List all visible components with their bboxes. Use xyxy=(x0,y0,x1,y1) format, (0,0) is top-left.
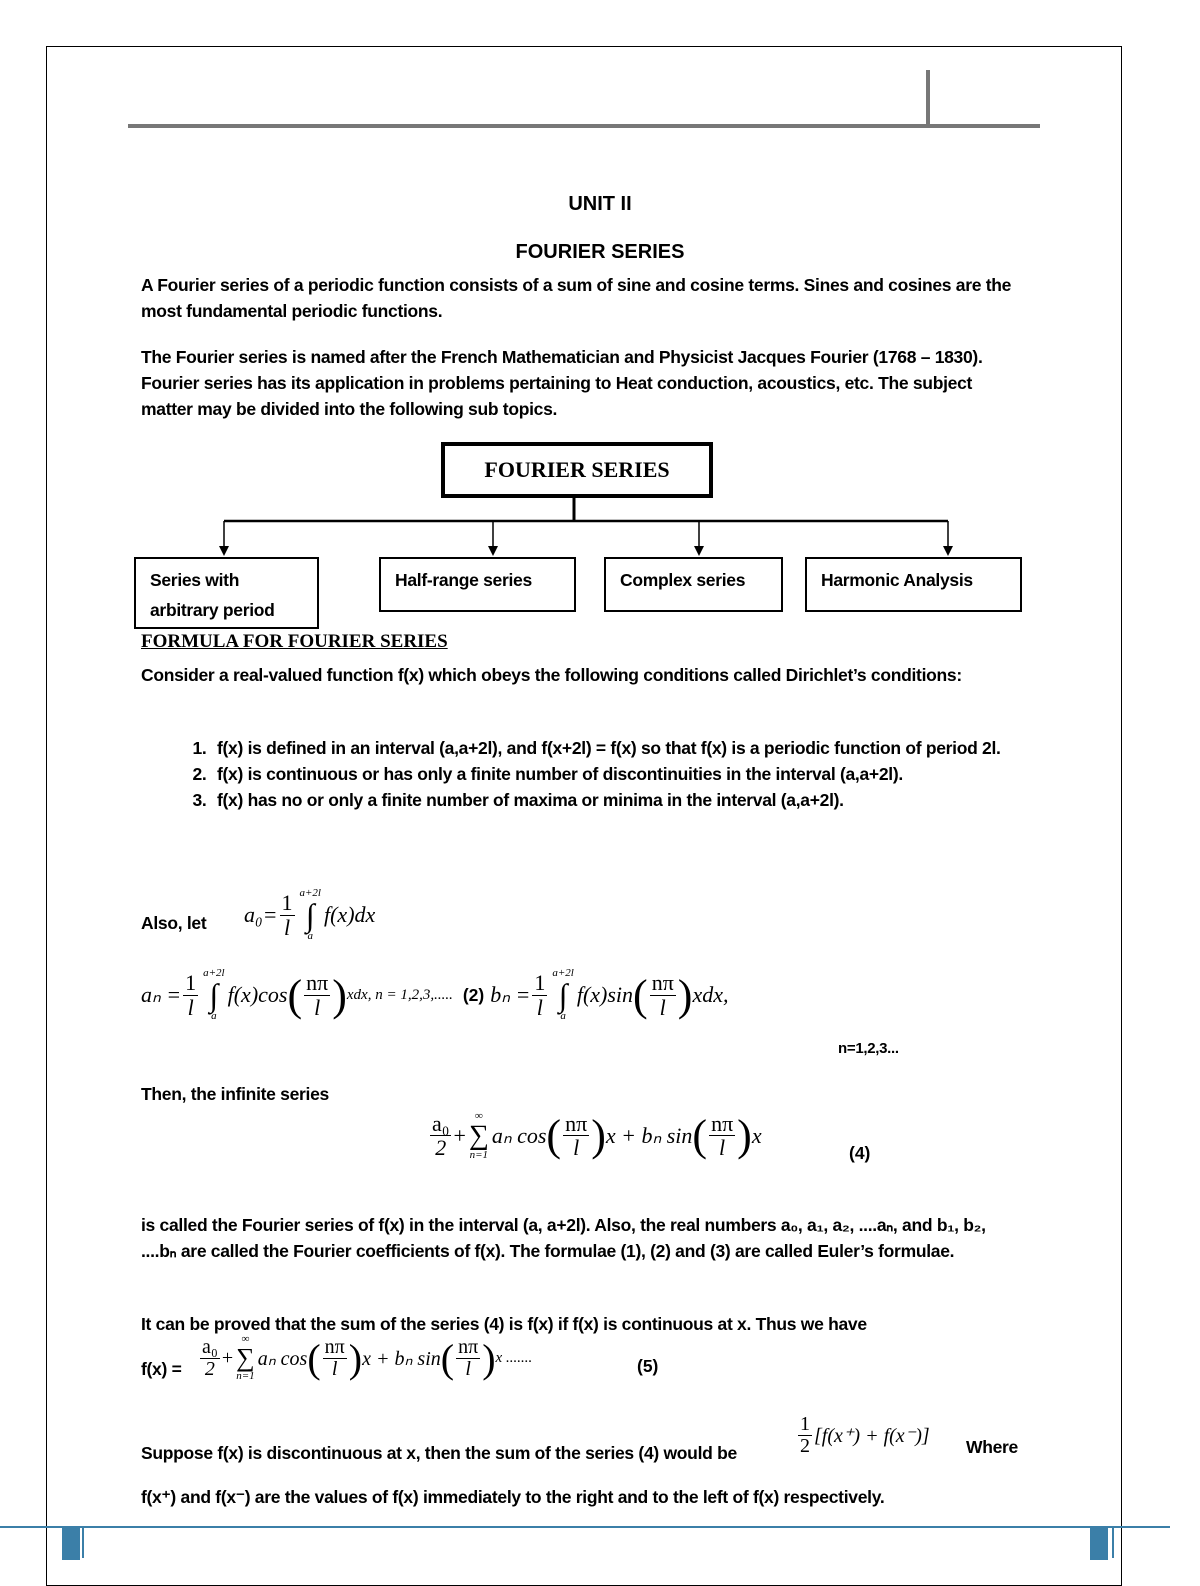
frac-num: nπ xyxy=(458,1335,479,1358)
fraction-1-over-l xyxy=(280,891,295,938)
dirichlet-conditions xyxy=(141,735,1081,813)
frac-num: 1 xyxy=(534,970,546,996)
integral-sign: a+2l ∫ a xyxy=(203,967,225,1022)
a0-integrand: f(x)dx xyxy=(323,902,376,927)
integral-upper: a+2l xyxy=(299,887,321,899)
an-integrand: f(x)cos xyxy=(227,982,288,1007)
series-x-end: x xyxy=(751,1122,762,1148)
series-explanation: is called the Fourier series of f(x) in the interval (a, a+2l). Also, the real numbers a₀, a₁, a₂, ....aₙ, and b₁, b₂, ....bₙ are called the Fourier coefficients of f(x). The formulae (1), (2) and (3) are called Euler’s formulae. xyxy=(141,1215,986,1261)
footer-line-right xyxy=(1112,1528,1114,1558)
fx-lhs: f(x) = xyxy=(141,1359,182,1379)
condition-item: 1. f(x) is defined in an interval (a,a+2l), and f(x+2l) = f(x) so that f(x) is a periodic function of period 2l. xyxy=(211,735,1081,761)
where-label: Where xyxy=(966,1437,1018,1457)
diagram-box-harmonic: Harmonic Analysis xyxy=(805,557,1022,612)
frac-num: nπ xyxy=(306,970,329,996)
summation-sign: ∞ ∑ n=1 xyxy=(468,1109,489,1161)
intro-paragraph-2: The Fourier series is named after the French Mathematician and Physicist Jacques Fourier (1768 – 1830). Fourier series has its application in problems pertaining to Heat conduction, acoustics, etc. The subject matter may be divided into the following sub topics. xyxy=(141,347,983,419)
diagram-box-arbitrary-period-line1: Series with xyxy=(150,570,240,590)
sum-upper: ∞ xyxy=(241,1333,250,1345)
diagram-box-arbitrary-period xyxy=(134,557,319,629)
fraction-npi-over-l xyxy=(323,1337,347,1380)
frac-den: 2 xyxy=(800,1435,810,1457)
half-sum-bracket: [f(x⁺) + f(x⁻)] xyxy=(814,1425,930,1447)
fraction-npi-over-l xyxy=(304,971,330,1018)
frac-den: l xyxy=(283,914,291,940)
frac-num: nπ xyxy=(651,970,674,996)
fraction-one-half xyxy=(798,1414,812,1457)
frac-den: l xyxy=(719,1135,726,1160)
frac-num: nπ xyxy=(565,1110,588,1136)
series-cos-term: aₙ cos xyxy=(257,1347,308,1370)
integral-lower: a xyxy=(307,930,313,942)
integral-lower: a xyxy=(560,1010,566,1022)
intro-paragraph-1: A Fourier series of a periodic function consists of a sum of sine and cosine terms. Sines and cosines are the most fundamental periodic functions. xyxy=(141,275,1012,321)
frac-den: l xyxy=(536,994,543,1020)
then-text: Then, the infinite series xyxy=(141,1084,329,1104)
footer-bar-left xyxy=(62,1528,80,1560)
equation-number-4: (4) xyxy=(849,1143,871,1163)
frac-num: 1 xyxy=(281,890,293,916)
equation-number-2: (2) xyxy=(462,984,485,1005)
sum-lower: n=1 xyxy=(236,1370,255,1382)
integral-upper: a+2l xyxy=(203,967,225,979)
footer-bar-right xyxy=(1090,1528,1108,1560)
diagram-box-complex: Complex series xyxy=(604,557,783,612)
equation-5: $\frac{\text{a₀}}{2}$ + ∞ ∑ n=1 aₙ cos ( $\frac{n\pi}{l}$ ) x + bₙ sin ( $\frac{n\pi}{l}$ ) x ....... xyxy=(202,1333,533,1382)
fraction-1-over-l xyxy=(183,971,198,1018)
a0-lhs: a₀= xyxy=(244,902,278,927)
frac-num: 1 xyxy=(185,970,197,996)
summation-sign: ∞ ∑ n=1 xyxy=(236,1333,255,1382)
equation-an: aₙ = $\frac{1}{l}$ a+2l ∫ a f(x)cos ( $\frac{n\pi}{l}$ ) xdx, n = 1,2,3,..... (2) bₙ = $\frac{1}{l}$ a+2l ∫ a f(x)sin ( $\frac{n\pi}{l}$ ) xdx, xyxy=(141,967,729,1022)
eq5-tail: x ....... xyxy=(495,1349,533,1366)
suppose-text: Suppose f(x) is discontinuous at x, then the sum of the series (4) would be xyxy=(141,1443,737,1463)
equation-series: $\frac{\text{a₀}}{2}$ + ∞ ∑ n=1 aₙ cos ( $\frac{n\pi}{l}$ ) x + bₙ sin ( $\frac{n\pi}{l}$ ) x xyxy=(432,1109,762,1161)
fraction-npi-over-l xyxy=(563,1112,589,1159)
frac-den: l xyxy=(331,1357,338,1380)
frac-den: 2 xyxy=(204,1357,215,1380)
frac-den: l xyxy=(659,994,666,1020)
footer-rule xyxy=(0,1526,1170,1528)
integral-sign: a+2l ∫ a xyxy=(299,887,321,942)
equation-number-5: (5) xyxy=(637,1356,659,1376)
bn-lhs: bₙ = xyxy=(490,982,531,1007)
integral-lower: a xyxy=(211,1010,217,1022)
topic-title: FOURIER SERIES xyxy=(515,241,685,263)
bn-integrand: f(x)sin xyxy=(576,982,634,1007)
frac-den: l xyxy=(314,994,321,1020)
final-text: f(x⁺) and f(x⁻) are the values of f(x) immediately to the right and to the left of f(x) respectively. xyxy=(141,1487,885,1507)
an-tail: xdx, n = 1,2,3,..... xyxy=(346,986,453,1003)
frac-num: nπ xyxy=(324,1335,345,1358)
series-sin-term: x + bₙ sin xyxy=(605,1122,693,1148)
fraction-a0-over-2 xyxy=(430,1112,451,1159)
also-let-label: Also, let xyxy=(141,913,207,933)
fraction-npi-over-l xyxy=(650,971,676,1018)
integral-sign: a+2l ∫ a xyxy=(552,967,574,1022)
frac-den: l xyxy=(465,1357,471,1380)
fraction-a0-over-2 xyxy=(200,1337,220,1380)
frac-num: a₀ xyxy=(432,1110,450,1136)
an-lhs: aₙ = xyxy=(141,982,182,1007)
half-sum-expression xyxy=(796,1414,930,1457)
fraction-1-over-l xyxy=(532,971,547,1018)
fraction-npi-over-l xyxy=(709,1112,735,1159)
frac-num: a₀ xyxy=(202,1335,218,1358)
condition-item: 3. f(x) has no or only a finite number of maxima or minima in the interval (a,a+2l). xyxy=(211,787,1081,813)
proved-text: It can be proved that the sum of the series (4) is f(x) if f(x) is continuous at x. Thus we have xyxy=(141,1314,867,1334)
frac-num: nπ xyxy=(711,1110,734,1136)
footer-line-left xyxy=(82,1528,84,1558)
diagram-box-arbitrary-period-line2: arbitrary period xyxy=(150,600,275,620)
diagram-root-box: FOURIER SERIES xyxy=(441,442,713,498)
sum-lower: n=1 xyxy=(469,1148,489,1161)
integral-upper: a+2l xyxy=(552,967,574,979)
diagram-box-half-range: Half-range series xyxy=(379,557,576,612)
fraction-npi-over-l xyxy=(456,1337,480,1380)
formula-heading: FORMULA FOR FOURIER SERIES xyxy=(141,631,448,652)
bn-range: n=1,2,3... xyxy=(838,1040,899,1057)
dirichlet-intro: Consider a real-valued function f(x) which obeys the following conditions called Dirichlet’s conditions: xyxy=(141,665,962,685)
frac-den: 2 xyxy=(435,1135,447,1160)
frac-den: l xyxy=(573,1135,580,1160)
unit-title: UNIT II xyxy=(568,193,632,215)
frac-den: l xyxy=(187,994,194,1020)
frac-num: 1 xyxy=(800,1413,810,1435)
sum-upper: ∞ xyxy=(474,1109,483,1122)
equation-a0 xyxy=(244,888,375,942)
series-cos-term: aₙ cos xyxy=(491,1122,547,1148)
condition-item: 2. f(x) is continuous or has only a finite number of discontinuities in the interval (a,a+2l). xyxy=(211,761,1081,787)
series-sin-term: x + bₙ sin xyxy=(362,1347,441,1370)
bn-tail: xdx, xyxy=(692,982,729,1007)
